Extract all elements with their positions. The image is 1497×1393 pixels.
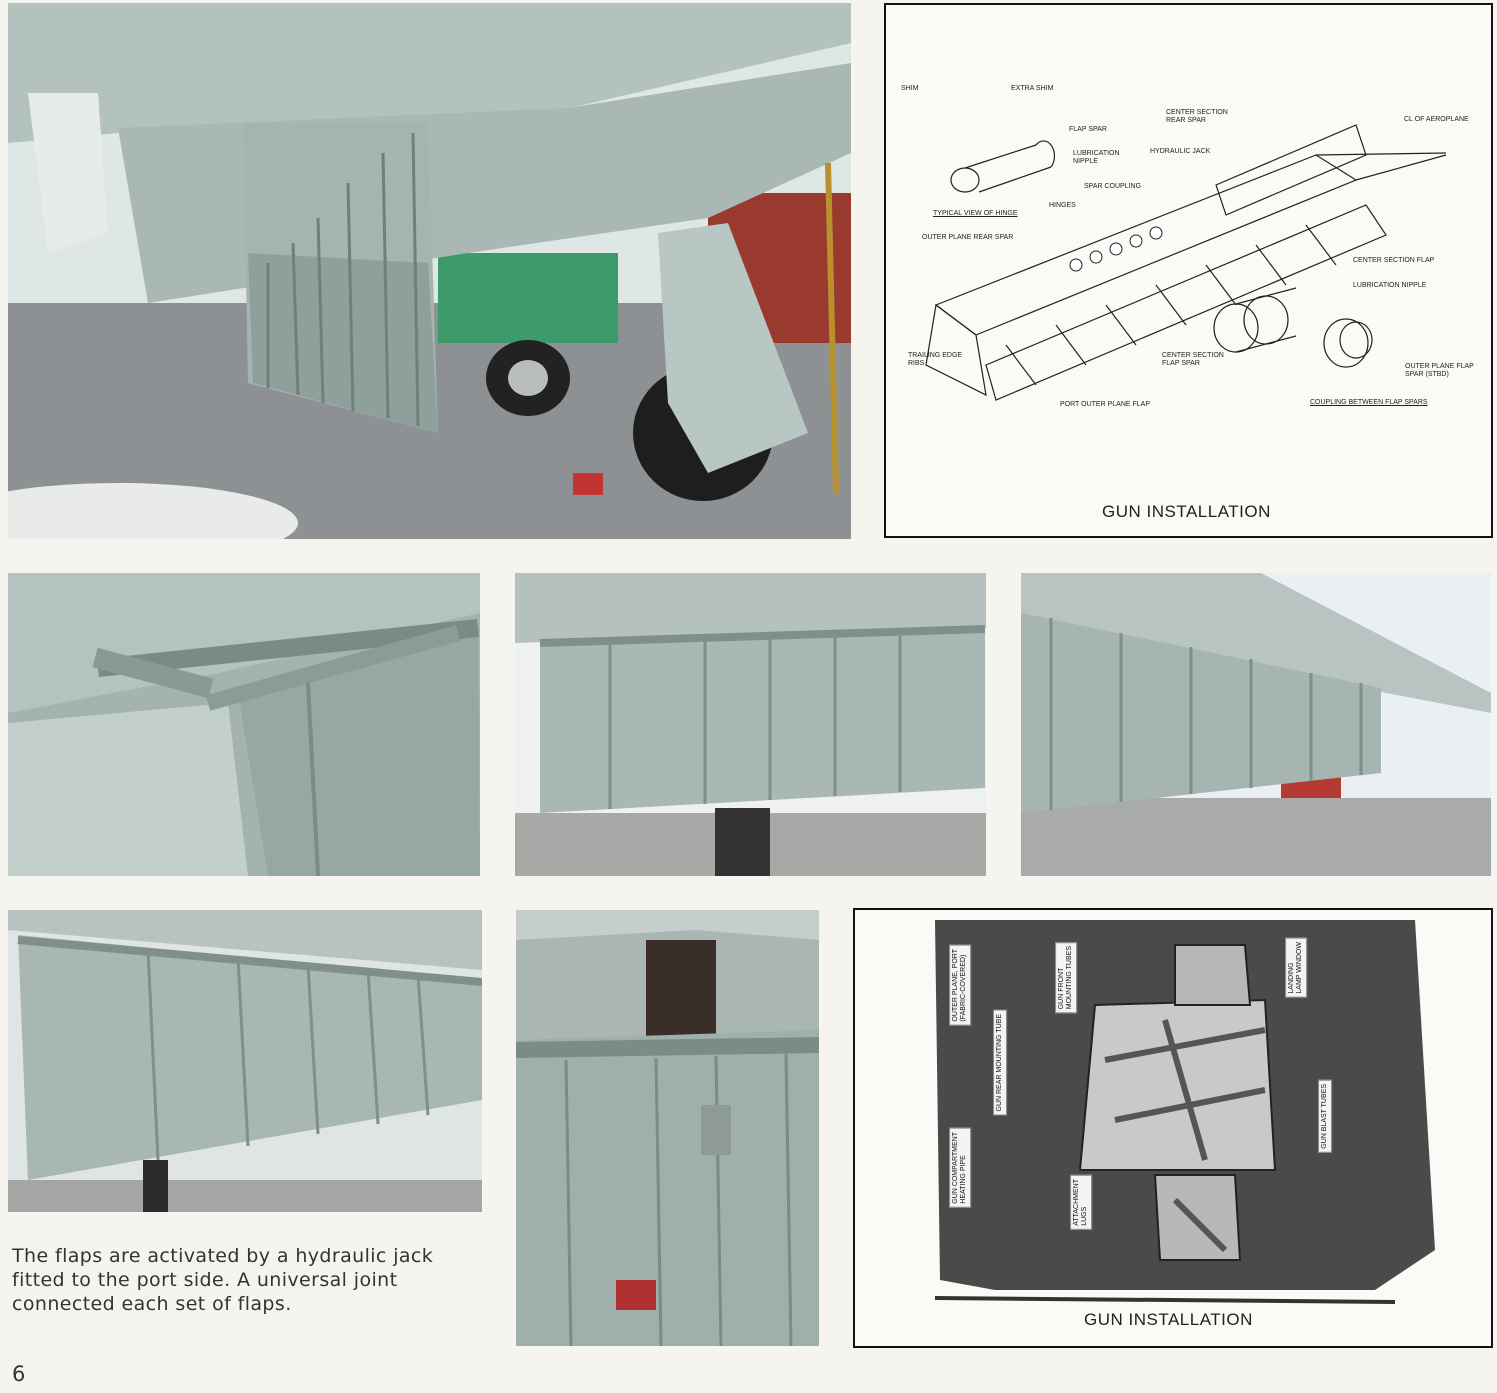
label-lubrication-nipple-2: LUBRICATION NIPPLE xyxy=(1353,282,1427,289)
label-outer-plane-port: OUTER PLANE, PORT (FABRIC-COVERED) xyxy=(949,945,971,1026)
label-trailing-edge-ribs: TRAILING EDGE RIBS xyxy=(908,352,963,368)
label-cl-of-aeroplane: CL OF AEROPLANE xyxy=(1404,116,1469,123)
label-landing-lamp: LANDING LAMP WINDOW xyxy=(1285,938,1307,998)
label-outer-plane-flap-spar: OUTER PLANE FLAP SPAR (STBD) xyxy=(1405,363,1474,379)
page-number: 6 xyxy=(12,1362,26,1386)
label-gun-front-mounting: GUN FRONT MOUNTING TUBES xyxy=(1055,942,1077,1013)
label-attachment-lugs: ATTACHMENT LUGS xyxy=(1070,1175,1092,1230)
photo-flap-hinge-detail xyxy=(8,573,480,876)
label-outer-plane-rear-spar: OUTER PLANE REAR SPAR xyxy=(922,234,1014,241)
label-typical-view: TYPICAL VIEW OF HINGE xyxy=(933,210,1018,217)
label-spar-coupling: SPAR COUPLING xyxy=(1084,183,1142,190)
label-gun-rear-mounting: GUN REAR MOUNTING TUBE xyxy=(993,1010,1007,1116)
label-center-section-rear-spar: CENTER SECTION REAR SPAR xyxy=(1166,109,1228,125)
label-extra-shim: EXTRA SHIM xyxy=(1011,85,1054,92)
photo-flap-landing-gear xyxy=(8,3,851,539)
photo-flap-underside xyxy=(8,910,482,1212)
label-hydraulic-jack: HYDRAULIC JACK xyxy=(1150,148,1211,155)
label-hinges: HINGES xyxy=(1049,202,1076,209)
label-center-section-flap: CENTER SECTION FLAP xyxy=(1353,257,1435,264)
caption-text: The flaps are activated by a hydraulic jack fitted to the port side. A universal joint connected each set of flaps. xyxy=(12,1245,434,1315)
diagram-title-top: GUN INSTALLATION xyxy=(1102,502,1271,521)
label-lubrication-nipple: LUBRICATION NIPPLE xyxy=(1073,150,1120,166)
label-port-outer-plane-flap: PORT OUTER PLANE FLAP xyxy=(1060,401,1150,408)
photo-flap-span xyxy=(1021,573,1491,876)
label-center-section-flap-spar: CENTER SECTION FLAP SPAR xyxy=(1162,352,1224,368)
photo-flap-front xyxy=(515,573,986,876)
diagram-flap-structure xyxy=(884,3,1493,538)
label-gun-compartment: GUN COMPARTMENT HEATING PIPE xyxy=(949,1128,971,1208)
label-shim: SHIM xyxy=(901,85,919,92)
label-gun-blast-tubes: GUN BLAST TUBES xyxy=(1318,1080,1332,1153)
diagram-gun-bay xyxy=(853,908,1493,1348)
label-flap-spar: FLAP SPAR xyxy=(1069,126,1107,133)
photo-universal-joint xyxy=(516,910,819,1346)
diagram-title-bottom: GUN INSTALLATION xyxy=(1084,1310,1253,1329)
label-coupling-between: COUPLING BETWEEN FLAP SPARS xyxy=(1310,399,1428,406)
